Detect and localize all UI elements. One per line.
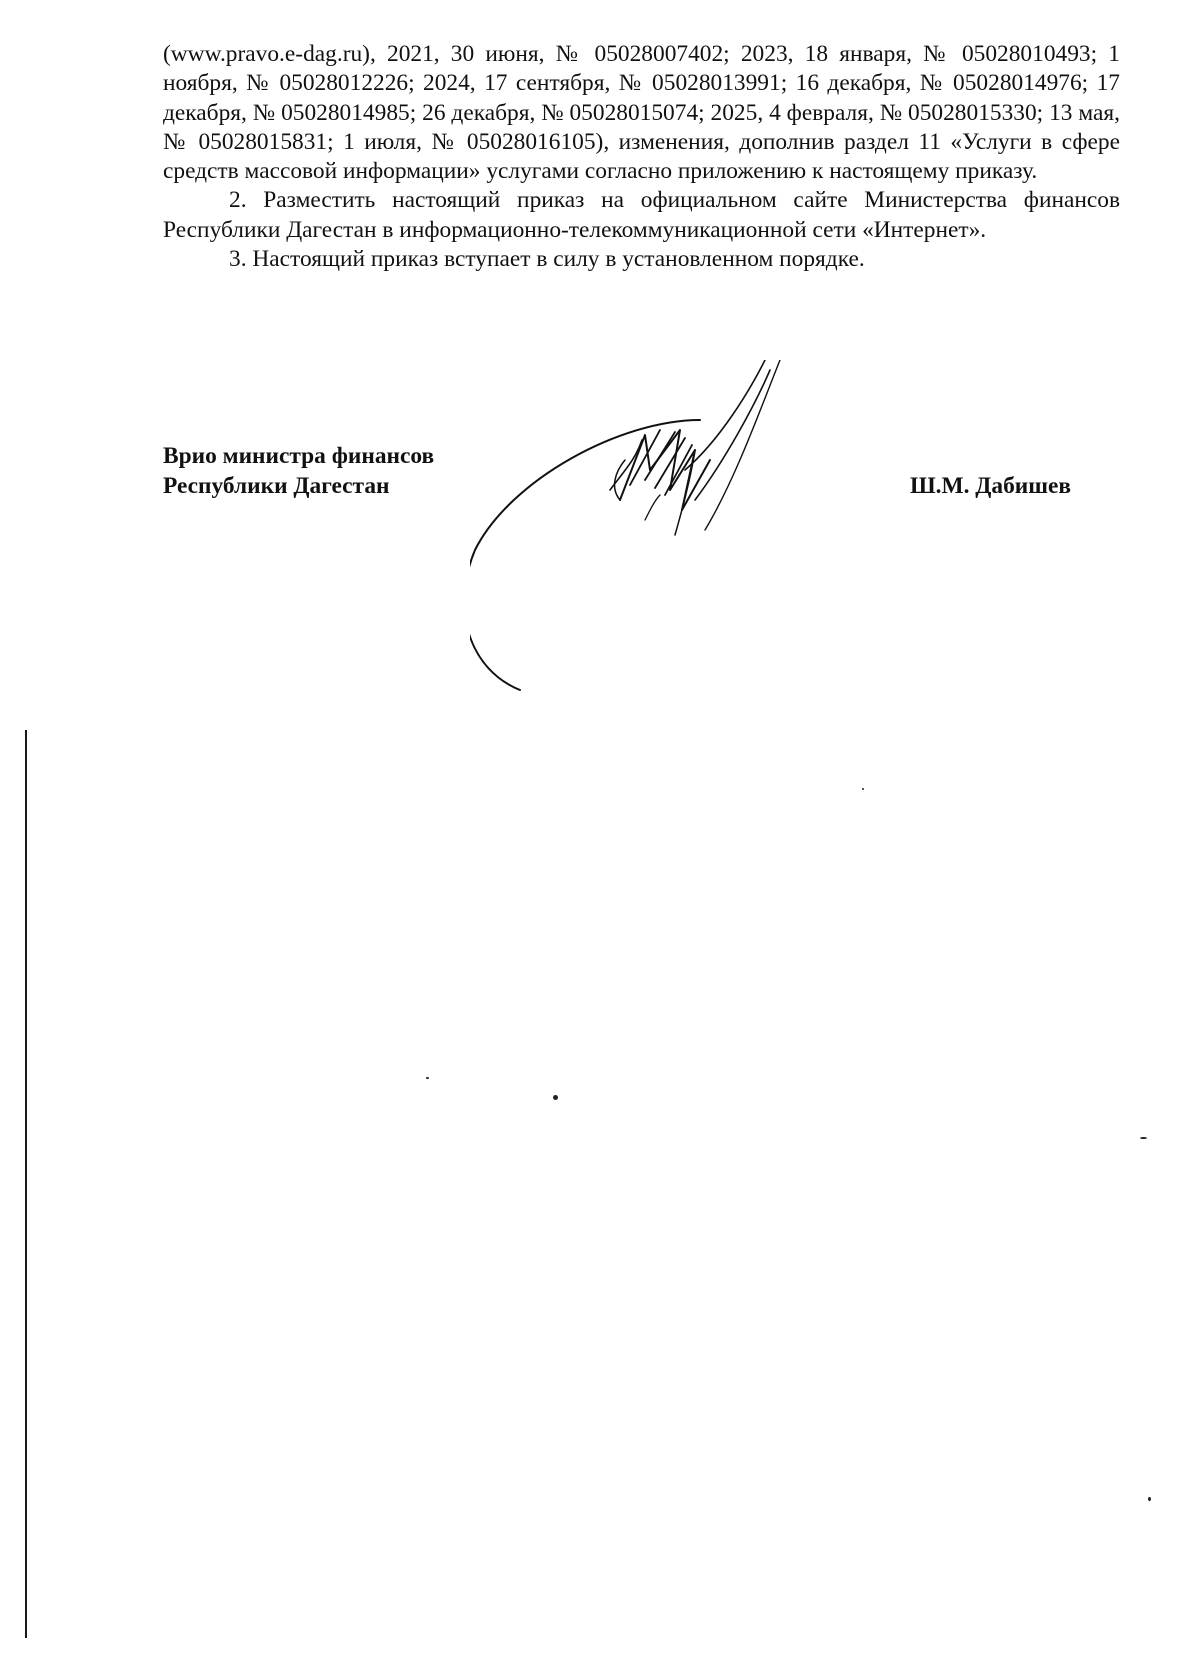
signatory-position-line-2: Республики Дагестан <box>163 473 390 499</box>
scan-speck <box>426 1077 429 1079</box>
signatory-name: Ш.М. Дабишев <box>910 473 1072 499</box>
scan-margin-line <box>25 730 27 1638</box>
paragraph-entry-into-force: 3. Настоящий приказ вступает в силу в установленном порядке. <box>229 246 865 273</box>
scan-speck <box>1148 1497 1151 1501</box>
document-body <box>163 40 1120 274</box>
signatory-position <box>163 441 434 501</box>
scan-speck <box>553 1095 558 1100</box>
paragraph-amendment-sources: (www.pravo.e-dag.ru), 2021, 30 июня, № 05028007402; 2023, 18 января, № 05028010493; 1 ноября, № 05028012226; 2024, 17 сентября, № 05028013991; 16 декабря, № 05028014976; 17 декабря, № 05028014985; 26 декабря, № 05028015074; 2025, 4 февраля, № 05028015330; 13 мая, № 05028015831; 1 июля, № 05028016105), изменения, дополнив раздел 11 «Услуги в сфере средств массовой информации» услугами согласно приложению к настоящему приказу. <box>163 41 1120 185</box>
signatory-position-line-1: Врио министра финансов <box>163 443 435 469</box>
handwritten-signature <box>470 360 830 730</box>
paragraph-publish-order: 2. Разместить настоящий приказ на официальном сайте Министерства финансов Республики Дагестан в информационно-телекоммуникационной сети «Интернет». <box>163 187 1120 243</box>
scan-speck <box>1140 1137 1147 1139</box>
scan-speck <box>862 788 864 790</box>
